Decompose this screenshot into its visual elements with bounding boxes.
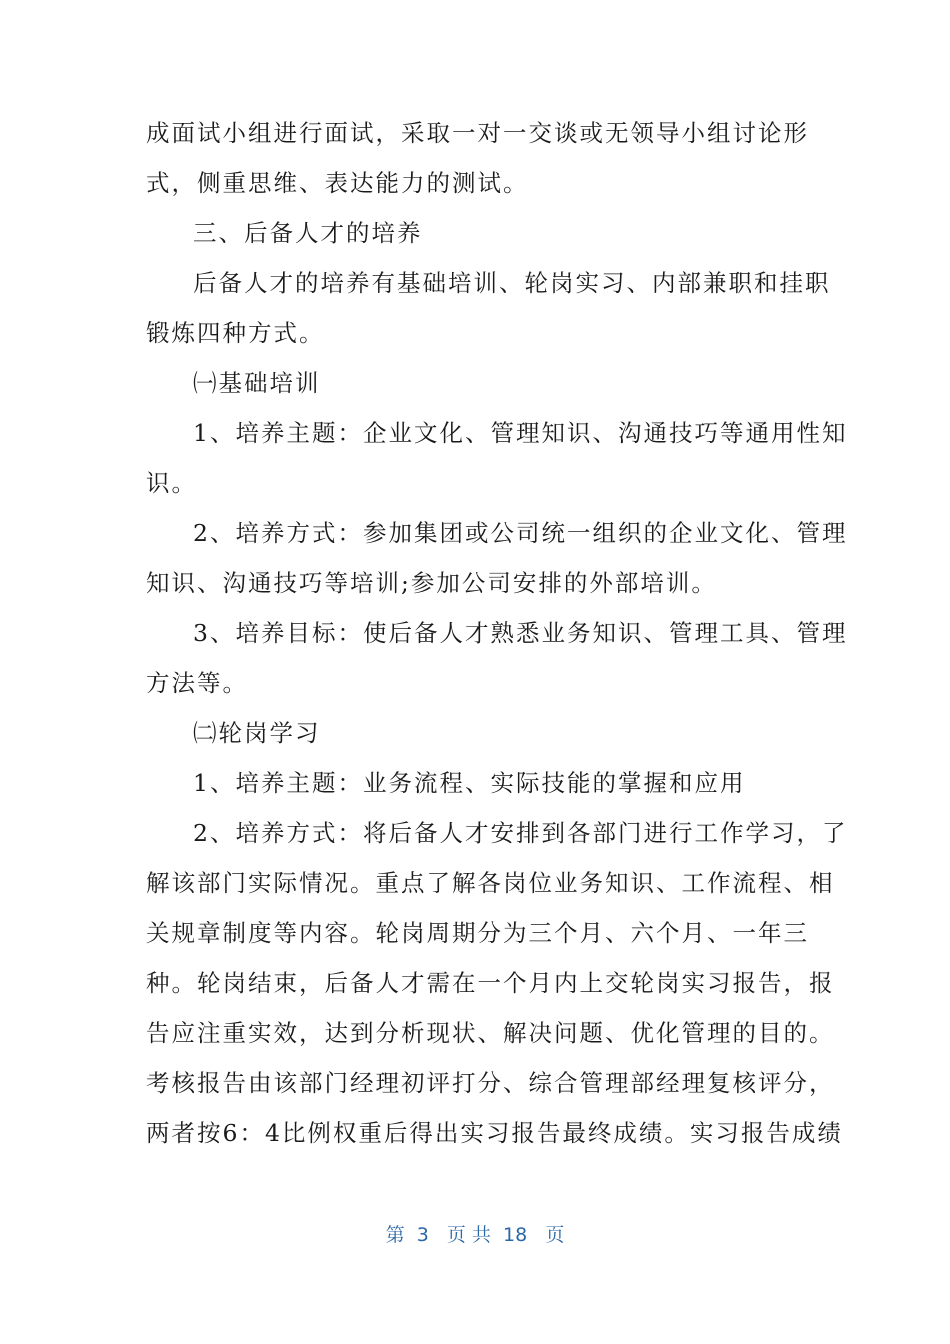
subsection-heading: ㈡轮岗学习 <box>193 719 321 747</box>
body-text-line: 关规章制度等内容。轮岗周期分为三个月、六个月、一年三 <box>146 919 809 947</box>
body-text-line: 种。轮岗结束，后备人才需在一个月内上交轮岗实习报告，报 <box>146 969 835 997</box>
body-text-line: 3、培养目标：使后备人才熟悉业务知识、管理工具、管理 <box>193 619 848 647</box>
body-text-line: 2、培养方式：参加集团或公司统一组织的企业文化、管理 <box>193 519 848 547</box>
section-heading: 三、后备人才的培养 <box>193 219 423 247</box>
body-text-line: 锻炼四种方式。 <box>146 319 325 347</box>
subsection-heading: ㈠基础培训 <box>193 369 321 397</box>
body-text-line: 解该部门实际情况。重点了解各岗位业务知识、工作流程、相 <box>146 869 835 897</box>
body-text-line: 1、培养主题：企业文化、管理知识、沟通技巧等通用性知 <box>193 419 848 447</box>
body-text-line: 成面试小组进行面试，采取一对一交谈或无领导小组讨论形 <box>146 119 809 147</box>
page-number-footer: 第 3 页 共 18 页 <box>385 1224 565 1246</box>
body-text-line: 考核报告由该部门经理初评打分、综合管理部经理复核评分， <box>146 1069 835 1097</box>
body-text-line: 后备人才的培养有基础培训、轮岗实习、内部兼职和挂职 <box>193 269 831 297</box>
body-text-line: 告应注重实效，达到分析现状、解决问题、优化管理的目的。 <box>146 1019 835 1047</box>
body-text-line: 1、培养主题：业务流程、实际技能的掌握和应用 <box>193 769 746 797</box>
body-text-line: 识。 <box>146 469 197 497</box>
body-text-line: 式，侧重思维、表达能力的测试。 <box>146 169 529 197</box>
body-text-line: 方法等。 <box>146 669 248 697</box>
body-text-line: 2、培养方式：将后备人才安排到各部门进行工作学习，了 <box>193 819 848 847</box>
body-text-line: 知识、沟通技巧等培训;参加公司安排的外部培训。 <box>146 569 717 597</box>
body-text-line: 两者按6：4比例权重后得出实习报告最终成绩。实习报告成绩 <box>146 1119 843 1147</box>
